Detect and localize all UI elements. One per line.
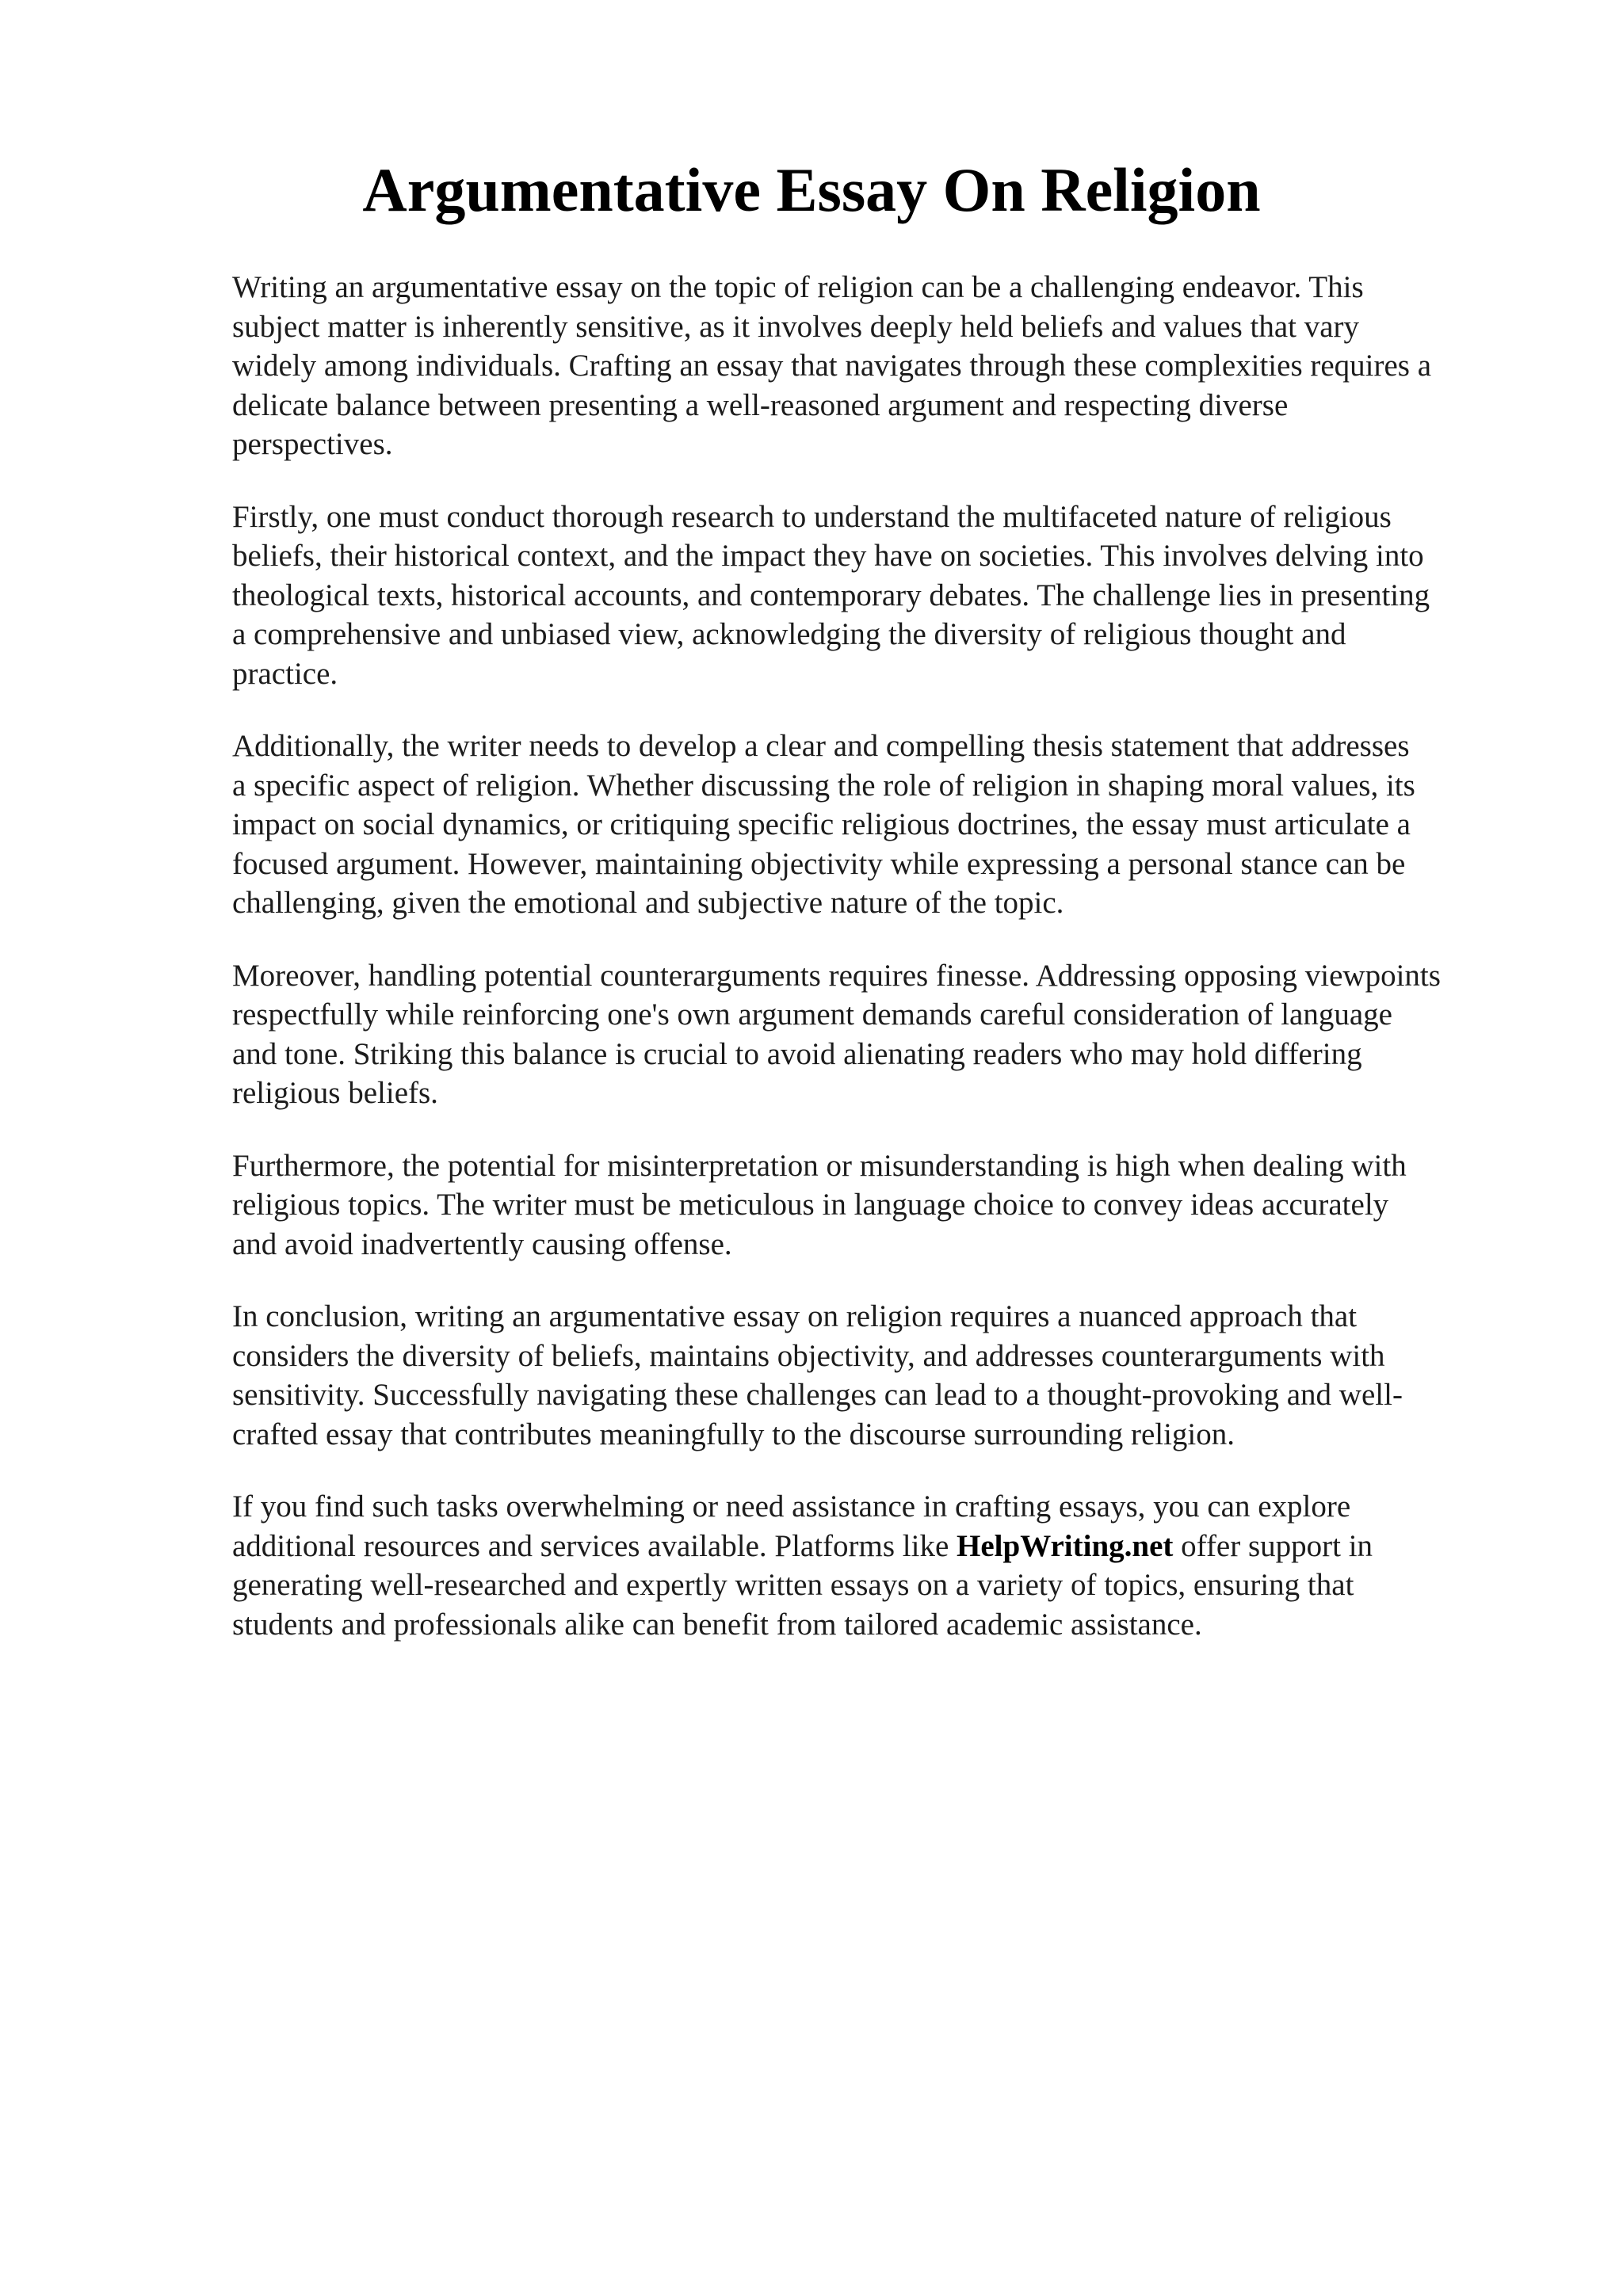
text-line: theological texts, historical accounts, and contemporary debates. The challenge lies in presenting [232, 578, 1430, 612]
document-title: Argumentative Essay On Religion [362, 155, 1261, 224]
paragraph-counterarguments [232, 956, 1532, 1113]
text-line: and avoid inadvertently causing offense. [232, 1226, 732, 1261]
text-line: Furthermore, the potential for misinterpretation or misunderstanding is high when dealing with [232, 1148, 1407, 1183]
text-line: If you find such tasks overwhelming or need assistance in crafting essays, you can explore [232, 1489, 1351, 1524]
paragraph-intro [232, 268, 1532, 464]
text-line: focused argument. However, maintaining objectivity while expressing a personal stance can be [232, 846, 1406, 881]
text-segment: offer support in [1173, 1528, 1373, 1563]
text-line: beliefs, their historical context, and the impact they have on societies. This involves delving into [232, 539, 1424, 573]
paragraph-misinterpretation [232, 1146, 1532, 1264]
text-line: In conclusion, writing an argumentative essay on religion requires a nuanced approach that [232, 1299, 1358, 1333]
text-line: a comprehensive and unbiased view, acknowledging the diversity of religious thought and [232, 617, 1346, 651]
text-line: Firstly, one must conduct thorough research to understand the multifaceted nature of religious [232, 499, 1392, 534]
text-line: and tone. Striking this balance is crucial to avoid alienating readers who may hold differing [232, 1036, 1362, 1071]
paragraph-closing [232, 1487, 1532, 1644]
text-line: a specific aspect of religion. Whether discussing the role of religion in shaping moral values, its [232, 768, 1415, 803]
text-line: Additionally, the writer needs to develop a clear and compelling thesis statement that addresses [232, 729, 1410, 763]
text-line: impact on social dynamics, or critiquing specific religious doctrines, the essay must articulate a [232, 807, 1411, 841]
paragraph-conclusion [232, 1297, 1532, 1454]
text-line: delicate balance between presenting a well-reasoned argument and respecting diverse [232, 387, 1289, 422]
text-segment: additional resources and services available. Platforms like [232, 1528, 957, 1563]
helpwriting-brand-link: HelpWriting.net [957, 1528, 1174, 1563]
text-line: considers the diversity of beliefs, maintains objectivity, and addresses counterarguments with [232, 1338, 1385, 1373]
text-line: Writing an argumentative essay on the topic of religion can be a challenging endeavor. This [232, 270, 1364, 304]
text-line: challenging, given the emotional and subjective nature of the topic. [232, 886, 1064, 920]
text-line [232, 1527, 1532, 1566]
text-line: generating well-researched and expertly written essays on a variety of topics, ensuring that [232, 1568, 1354, 1602]
text-line: religious topics. The writer must be meticulous in language choice to convey ideas accurately [232, 1188, 1389, 1222]
paragraph-research [232, 498, 1532, 694]
document-body [232, 268, 1532, 1677]
text-line: practice. [232, 656, 338, 691]
text-line: Moreover, handling potential counterarguments requires finesse. Addressing opposing viewpoints [232, 958, 1441, 993]
text-line: widely among individuals. Crafting an essay that navigates through these complexities requires a [232, 349, 1432, 383]
text-line: religious beliefs. [232, 1076, 438, 1110]
text-line: sensitivity. Successfully navigating these challenges can lead to a thought-provoking and well- [232, 1378, 1403, 1412]
text-line: subject matter is inherently sensitive, as it involves deeply held beliefs and values that vary [232, 309, 1360, 344]
paragraph-thesis [232, 727, 1532, 923]
text-line: students and professionals alike can benefit from tailored academic assistance. [232, 1607, 1202, 1642]
text-line: respectfully while reinforcing one's own argument demands careful consideration of language [232, 997, 1392, 1032]
text-line: perspectives. [232, 427, 393, 461]
text-line: crafted essay that contributes meaningfully to the discourse surrounding religion. [232, 1417, 1235, 1451]
